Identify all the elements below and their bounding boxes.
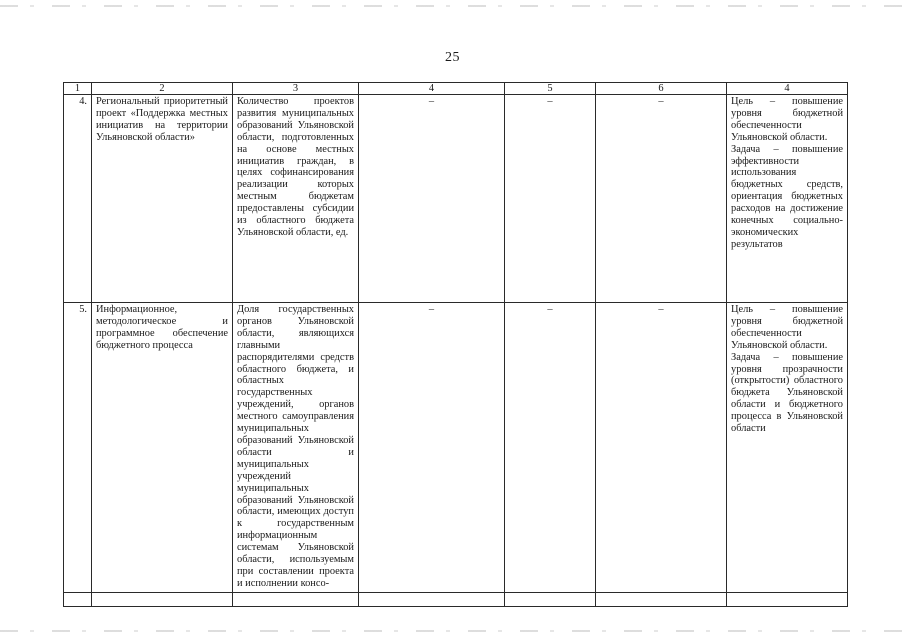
- row-col-4-value: –: [359, 95, 505, 303]
- row-goal-task: [727, 303, 848, 607]
- row-project-name: Информационное, методологическое и программное обеспечение бюджетного процесса: [92, 303, 233, 607]
- row-project-name: Региональный приоритетный проект «Поддержка местных инициатив на территории Ульяновской области»: [92, 95, 233, 303]
- table-row: [64, 303, 848, 607]
- row-task: Задача – повышение уровня прозрачности (открытости) областного бюджета Ульяновской области и бюджетного процесса в Ульяновской области: [731, 351, 843, 435]
- row-col-4-value: –: [359, 303, 505, 607]
- row-number: 4.: [64, 95, 92, 303]
- header-row: [64, 83, 848, 95]
- header-col-4: 4: [359, 83, 505, 95]
- page-number: 25: [445, 50, 460, 65]
- header-col-7: 4: [727, 83, 848, 95]
- row-goal: Цель – повышение уровня бюджетной обеспеченности Ульяновской области.: [731, 96, 843, 143]
- header-col-1: 1: [64, 83, 92, 95]
- row-task: Задача – повышение эффективности использования бюджетных средств, ориентация бюджетных расходов на достижение конечных социально-экономических результатов: [731, 143, 843, 250]
- row-number: 5.: [64, 303, 92, 607]
- scan-artifact-top: [0, 5, 905, 7]
- header-col-6: 6: [596, 83, 727, 95]
- row-col-5-value: –: [505, 303, 596, 607]
- row-indicator: Доля государственных органов Ульяновской области, являющихся главными распорядителями средств областного бюджета, и областных государственных учреждений, органов местного самоуправления муниципальных образований Ульяновской области и муниципальных учреждений муниципальных образований Ульяновской области, имеющих доступ к государственным информационным системам Ульяновской области, используемым при составлении проекта и исполнении консо-: [233, 303, 359, 607]
- row-indicator: Количество проектов развития муниципальных образований Ульяновской области, подготовленных на основе местных инициатив граждан, в целях софинансирования реализации которых местным бюджетам предоставлены субсидии из областного бюджета Ульяновской области, ед.: [233, 95, 359, 303]
- program-table: [63, 82, 848, 607]
- row-col-6-value: –: [596, 303, 727, 607]
- row-col-6-value: –: [596, 95, 727, 303]
- header-col-5: 5: [505, 83, 596, 95]
- table-bottom-border: [63, 592, 847, 593]
- row-goal: Цель – повышение уровня бюджетной обеспеченности Ульяновской области.: [731, 304, 843, 351]
- header-col-2: 2: [92, 83, 233, 95]
- scan-artifact-bottom: [0, 630, 905, 632]
- row-goal-task: [727, 95, 848, 303]
- header-col-3: 3: [233, 83, 359, 95]
- table-row: [64, 95, 848, 303]
- row-col-5-value: –: [505, 95, 596, 303]
